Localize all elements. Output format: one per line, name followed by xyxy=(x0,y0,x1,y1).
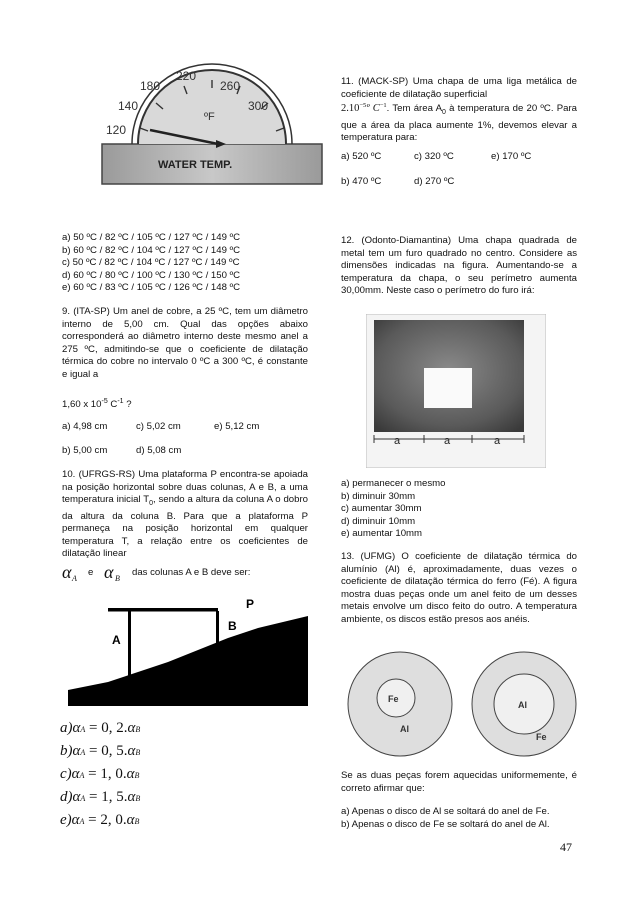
q10-text: 10. (UFRGS-RS) Uma plataforma P encontra-se apoiada na posição horizontal sobre duas colunas, A e B, a uma temperatura inicial $T_0$, sendo a altura da coluna A o dobro da altura da coluna B. Para que a plataforma P permaneça na posição horizontal em qualquer temperatura T, a relação entre os coeficientes de dilatação linear xyxy=(62,469,308,560)
q9-coefficient: 1,60 x $10^{-5}$ $C^{-1}$ ? xyxy=(62,398,132,411)
q11-text-a: 11. (MACK-SP) Uma chapa de uma liga metálica de coeficiente de dilatação superficial xyxy=(341,76,577,100)
gauge-tick-140: 140 xyxy=(118,99,139,113)
dimension-label-a3: a xyxy=(494,435,501,447)
temp-option-c: c) 50 ºC / 82 ºC / 104 ºC / 127 ºC / 149 ºC xyxy=(62,257,240,269)
q9-text: 9. (ITA-SP) Um anel de cobre, a 25 ºC, tem um diâmetro interno de 5,00 cm. Qual das opções abaixo corresponderá ao diâmetro interno deste mesmo anel a 275 ºC, admitindo-se que o coeficiente de dilatação térmica do cobre no intervalo 0 ºC a 300 ºC, é constante e igual a xyxy=(62,306,308,380)
gauge-tick-180: 180 xyxy=(140,79,161,93)
gauge-tick-300: 300 xyxy=(248,99,269,113)
page-number: 47 xyxy=(560,840,572,854)
q13-text: 13. (UFMG) O coeficiente de dilatação térmica do alumínio (Al) é, aproximadamente, duas vezes o coeficiente de dilatação térmica do ferro (Fé). A figura mostra duas peças onde um anel feito de um desses metais envolve um disco feito do outro. A temperatura ambiente, os discos estão presos aos anéis. xyxy=(341,551,577,625)
fig2-outer-label: Fe xyxy=(536,732,547,742)
gauge-tick-120: 120 xyxy=(106,123,127,137)
q12-options xyxy=(341,478,577,541)
q9-option-c: c) 5,02 cm xyxy=(136,421,181,432)
q12-option-c: c) aumentar 30mm xyxy=(341,503,422,515)
q13-option-a: a) Apenas o disco de Al se soltará do anel de Fe. xyxy=(341,806,550,817)
q10-option-e: e)αA = 2, 0.αB xyxy=(60,812,140,828)
q11-option-b: b) 470 ºC xyxy=(341,176,382,187)
fig1-outer-label: Al xyxy=(400,724,409,734)
q10-option-d: d)αA = 1, 5.αB xyxy=(60,789,141,805)
platform-label-p: P xyxy=(246,597,255,611)
q11-option-e: e) 170 ºC xyxy=(491,151,532,162)
q11-option-c: c) 320 ºC xyxy=(414,151,454,162)
q13-heated-text: Se as duas peças forem aquecidas uniformemente, é correto afirmar que: xyxy=(341,770,577,794)
platform-figure xyxy=(68,594,308,712)
q10-option-c: c)αA = 1, 0.αB xyxy=(60,766,140,782)
q9-option-b: b) 5,00 cm xyxy=(62,445,108,456)
column-label-b: B xyxy=(228,619,237,633)
q10-option-b: b)αA = 0, 5.αB xyxy=(60,743,141,759)
rings-figure xyxy=(342,648,578,760)
dimension-label-a1: a xyxy=(394,435,401,447)
plate-figure xyxy=(366,314,546,468)
fig2-inner-label: Al xyxy=(518,700,527,710)
q10-options xyxy=(60,720,220,835)
q13-option-b: b) Apenas o disco de Fe se soltará do anel de Al. xyxy=(341,818,550,830)
gauge-tick-220: 220 xyxy=(176,69,197,83)
q12-option-e: e) aumentar 10mm xyxy=(341,528,423,540)
q12-option-b: b) diminuir 30mm xyxy=(341,490,416,502)
gauge-label: WATER TEMP. xyxy=(158,159,233,171)
q12-option-a: a) permanecer o mesmo xyxy=(341,478,446,489)
temp-option-b: b) 60 ºC / 82 ºC / 104 ºC / 127 ºC / 149 ºC xyxy=(62,244,241,256)
gauge-figure xyxy=(98,58,326,188)
q12-option-d: d) diminuir 10mm xyxy=(341,515,416,527)
gauge-unit: ºF xyxy=(204,111,215,123)
q13-options xyxy=(341,806,577,831)
q9-option-d: d) 5,08 cm xyxy=(136,445,182,456)
q10-alpha-line: α A e α B das colunas A e B deve ser: xyxy=(62,562,251,583)
gauge-tick-260: 260 xyxy=(220,79,241,93)
temp-option-d: d) 60 ºC / 80 ºC / 100 ºC / 130 ºC / 150 ºC xyxy=(62,269,241,281)
temp-option-a: a) 50 ºC / 82 ºC / 105 ºC / 127 ºC / 149 ºC xyxy=(62,232,241,243)
temp-option-e: e) 60 ºC / 83 ºC / 105 ºC / 126 ºC / 148 ºC xyxy=(62,282,241,294)
q10-option-a: a)αA = 0, 2.αB xyxy=(60,720,141,736)
q9-option-a: a) 4,98 cm xyxy=(62,421,108,432)
q11-text-b: $2.10^{-5}º$ $C^{-1}$. Tem área $A_0$ à temperatura de 20 ºC. Para que a área da placa aumente 1%, devemos elevar a temperatura para: xyxy=(341,102,577,144)
fig1-inner-label: Fe xyxy=(388,694,399,704)
column-label-a: A xyxy=(112,633,121,647)
temp-options xyxy=(62,232,310,295)
q12-text: 12. (Odonto-Diamantina) Uma chapa quadrada de metal tem um furo quadrado no centro. Considere as dimensões indicadas na figura. Aumentando-se a temperatura da chapa, o seu perímetro aumenta 30,00mm. Neste caso o perímetro do furo irá: xyxy=(341,235,577,297)
q11-option-a: a) 520 ºC xyxy=(341,151,382,162)
q9-option-e: e) 5,12 cm xyxy=(214,421,260,432)
q11-option-d: d) 270 ºC xyxy=(414,176,455,187)
dimension-label-a2: a xyxy=(444,435,451,447)
